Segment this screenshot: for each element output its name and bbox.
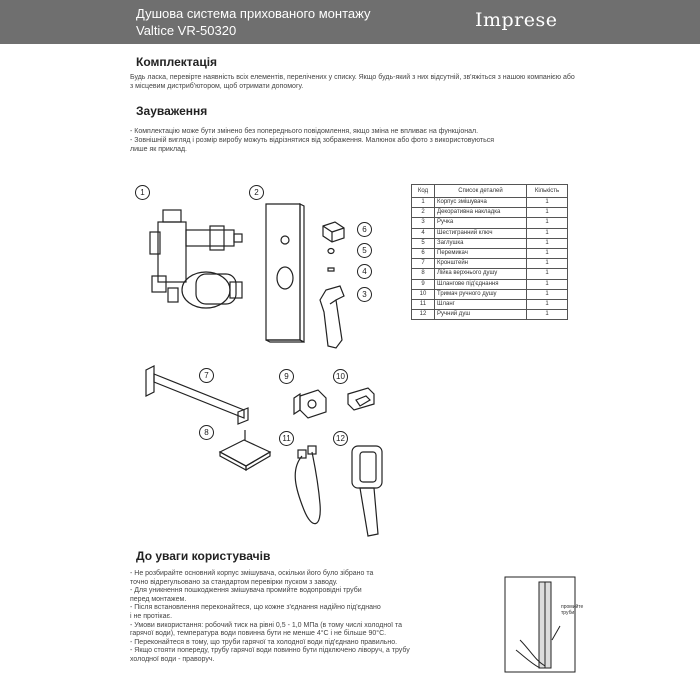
cell-code: 10 — [412, 289, 435, 299]
switch-drawing — [323, 222, 344, 242]
handle-drawing — [320, 286, 344, 348]
cell-qty: 1 — [527, 248, 568, 258]
callout-9: 9 — [279, 369, 294, 384]
cell-part: Корпус змішувача — [435, 198, 527, 208]
users-note-line: перед монтажем. — [130, 595, 187, 603]
cell-code: 7 — [412, 259, 435, 269]
users-note-line: - Умови використання: робочий тиск на рівні 0,5 - 1,0 МПа (в тому числі холодної та — [130, 621, 403, 629]
cell-code: 9 — [412, 279, 435, 289]
callout-4: 4 — [357, 264, 372, 279]
callout-3: 3 — [357, 287, 372, 302]
cell-code: 8 — [412, 269, 435, 279]
cell-qty: 1 — [527, 208, 568, 218]
users-note-line: точно відрегульовано за стандартом перевірки пуском з заводу. — [130, 578, 338, 586]
cell-qty: 1 — [527, 259, 568, 269]
callout-2: 2 — [249, 185, 264, 200]
cell-qty: 1 — [527, 228, 568, 238]
shower-arm-drawing — [146, 366, 248, 424]
users-note-line: - Не розбирайте основний корпус змішувача, оскільки його було зібрано та — [130, 570, 374, 577]
cell-qty: 1 — [527, 289, 568, 299]
inset-label: промийте труби — [561, 604, 584, 616]
users-note-line: холодної води - праворуч. — [130, 655, 215, 663]
users-note-line: гарячої води), температура води повинна бути не менше 4°С і не більше 90°С. — [130, 630, 387, 638]
model-name: Valtice VR-50320 — [136, 23, 237, 38]
cell-code: 2 — [412, 208, 435, 218]
table-row — [412, 269, 568, 279]
callout-7: 7 — [199, 368, 214, 383]
users-note-line: - Для уникнення пошкодження змішувача промийте водопровідні труби — [130, 587, 362, 595]
col-header-qty: Кількість — [527, 185, 568, 198]
users-heading: До уваги користувачів — [136, 549, 271, 563]
callout-11: 11 — [279, 431, 294, 446]
table-row — [412, 310, 568, 320]
page-title: Душова система прихованого монтажу — [136, 6, 371, 21]
notes-line: - Комплектацію може бути змінено без попереднього повідомлення, якщо зміна не впливає на функціонал. — [130, 128, 479, 135]
cell-qty: 1 — [527, 299, 568, 309]
table-row — [412, 259, 568, 269]
callout-6: 6 — [357, 222, 372, 237]
hand-shower-drawing — [352, 446, 382, 536]
parts-table — [411, 184, 568, 320]
cell-part: Шланг — [435, 299, 527, 309]
notes-heading: Зауваження — [136, 104, 208, 118]
hex-key-drawing — [328, 268, 334, 271]
users-notes — [130, 570, 475, 665]
cell-code: 5 — [412, 238, 435, 248]
users-note-line: - Якщо стояти попереду, трубу гарячої води повинно бути підключено ліворуч, а трубу — [130, 647, 410, 655]
cell-qty: 1 — [527, 218, 568, 228]
cell-code: 4 — [412, 228, 435, 238]
hand-shower-holder-drawing — [348, 388, 374, 410]
kit-text: Будь ласка, перевірте наявність всіх елементів, перелічених у списку. Якщо будь-який з них відсутній, зв'яжіться з нашою компанією або з місцевим дистриб'ютором, щоб отримати допомогу. — [130, 74, 575, 90]
cell-part: Тримач ручного душу — [435, 289, 527, 299]
cell-part: Ручний душ — [435, 310, 527, 320]
cell-part: Декоративна накладка — [435, 208, 527, 218]
cell-part: Лійка верхнього душу — [435, 269, 527, 279]
users-note-line: - Після встановлення переконайтеся, що кожне з'єднання надійно під'єднано — [130, 604, 381, 612]
cell-qty: 1 — [527, 310, 568, 320]
mixer-body-drawing — [150, 210, 242, 308]
cell-part: Перемикач — [435, 248, 527, 258]
cell-code: 11 — [412, 299, 435, 309]
table-header-row — [412, 185, 568, 198]
table-row — [412, 248, 568, 258]
callout-10: 10 — [333, 369, 348, 384]
table-row — [412, 228, 568, 238]
cell-part: Ручка — [435, 218, 527, 228]
table-row — [412, 208, 568, 218]
overhead-shower-drawing — [220, 430, 270, 470]
cell-part: Заглушка — [435, 238, 527, 248]
cell-code: 1 — [412, 198, 435, 208]
cell-part: Шлангове під'єднання — [435, 279, 527, 289]
notes-line: лише як приклад. — [130, 146, 187, 153]
hose-connection-drawing — [294, 390, 326, 418]
table-row — [412, 198, 568, 208]
flush-pipes-inset — [505, 577, 575, 672]
kit-heading: Комплектація — [136, 55, 218, 69]
callout-8: 8 — [199, 425, 214, 440]
col-header-code: Код — [412, 185, 435, 198]
cell-code: 3 — [412, 218, 435, 228]
callout-12: 12 — [333, 431, 348, 446]
cell-code: 12 — [412, 310, 435, 320]
cell-part: Шестигранний ключ — [435, 228, 527, 238]
callout-5: 5 — [357, 243, 372, 258]
cell-code: 6 — [412, 248, 435, 258]
cell-qty: 1 — [527, 279, 568, 289]
cell-part: Кронштейн — [435, 259, 527, 269]
cover-plate-drawing — [266, 204, 304, 342]
cap-drawing — [328, 249, 334, 254]
callout-1: 1 — [135, 185, 150, 200]
table-row — [412, 289, 568, 299]
table-row — [412, 238, 568, 248]
cell-qty: 1 — [527, 269, 568, 279]
users-note-line: - Переконайтеся в тому, що труби гарячої та холодної води під'єднано правильно. — [130, 638, 398, 646]
hose-drawing — [295, 446, 320, 524]
table-row — [412, 279, 568, 289]
notes-line: - Зовнішній вигляд і розмір виробу можуть відрізнятися від зображення. Малюнок або фото з використовуються — [130, 137, 495, 144]
col-header-parts: Список деталей — [435, 185, 527, 198]
table-row — [412, 299, 568, 309]
cell-qty: 1 — [527, 198, 568, 208]
users-note-line: і не протікає. — [130, 612, 173, 620]
brand-logo: Imprese — [475, 9, 558, 31]
table-row — [412, 218, 568, 228]
cell-qty: 1 — [527, 238, 568, 248]
